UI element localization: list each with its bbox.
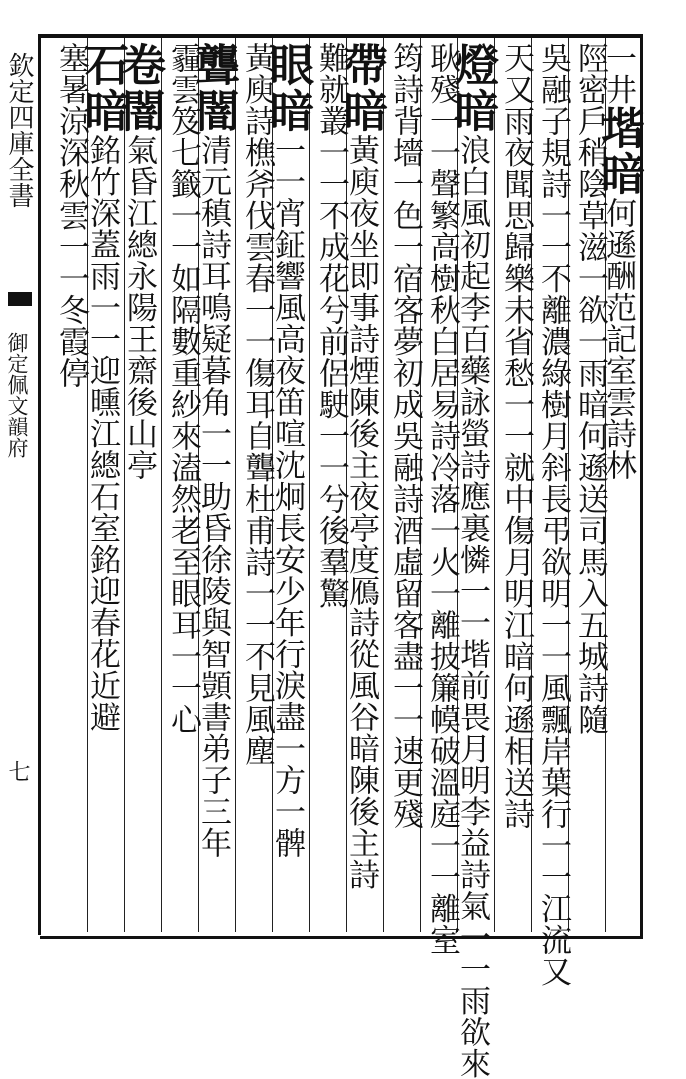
headword: 石暗 <box>77 42 128 134</box>
column-text: 吳融子規詩一一不離濃綠樹月斜長弔欲明一一風飄岸葉行一一江流又 <box>535 42 571 987</box>
book-title: 欽定四庫全書 <box>4 52 34 208</box>
text-column <box>77 42 128 927</box>
column-text: 天又雨夜聞思歸樂未省愁一一就中傷月明江暗何遜相送詩 <box>498 42 534 830</box>
column-text: 霾雲笈七籤一一如隔數重紗來溘然老至眼耳一一心 <box>165 42 201 735</box>
text-column <box>593 42 644 927</box>
text-column <box>162 42 201 927</box>
column-text: 浪白風初起李百藥詠螢詩應裏憐一一堦前畏月明李益詩氣一一雨欲來 <box>454 134 490 1079</box>
sub-title: 御定佩文韻府 <box>5 332 29 458</box>
page-number: 七 <box>5 760 30 782</box>
headword: 燈暗 <box>447 42 498 134</box>
text-column <box>262 42 313 927</box>
column-text: 塞暑涼深秋雲一一冬霞停 <box>53 42 89 389</box>
column-head: 一井 <box>600 42 636 105</box>
fishtail-ornament <box>8 292 32 306</box>
text-column <box>421 42 460 956</box>
column-text: 銘竹深蓋雨一一迎曛江總石室銘迎春花近避 <box>84 134 120 733</box>
column-text: 何遜酬范記室雲詩林 <box>600 197 636 481</box>
column-text: 陘密戶稍陰草滋一欲一雨暗何遜送司馬入五城詩隨 <box>572 42 608 735</box>
headword: 帶暗 <box>336 42 387 134</box>
column-text: 耿殘一一聲繁高樹秋白居易詩冷落一火一離披簾幙破溫庭一一離室 <box>424 42 460 956</box>
text-column <box>336 42 387 927</box>
text-column <box>188 42 239 927</box>
headword: 堦暗 <box>593 105 644 197</box>
column-text: 清元稹詩耳鳴疑暮角一一助昏徐陵與智顗書弟子三年 <box>195 134 231 859</box>
text-column <box>310 42 349 927</box>
text-column <box>48 42 89 927</box>
headword: 眼暗 <box>262 42 313 134</box>
text-column <box>114 42 165 927</box>
text-column <box>236 42 275 927</box>
headword: 聾闇 <box>188 42 239 134</box>
frame-left-rule <box>38 34 41 935</box>
text-column <box>495 42 534 927</box>
column-text: 難就叢一一不成花兮前侶駛一一兮後羣驚 <box>313 42 349 609</box>
column-text: 黃庾詩樵斧伐雲春一一傷耳自聾杜甫詩一一不見風塵 <box>239 42 275 767</box>
column-text: 黃庾夜坐即事詩煙陳後主夜亭度鴈詩從風谷暗陳後主詩 <box>343 134 379 890</box>
column-text: 一一宵鉦響風高夜笛喧沈炯長安少年行淚盡一方一髀 <box>269 134 305 859</box>
text-column <box>447 42 498 1079</box>
headword: 卷闇 <box>114 42 165 134</box>
text-column <box>532 42 571 987</box>
text-column <box>384 42 423 927</box>
text-column <box>569 42 608 927</box>
column-text: 氣昏江總永陽王齋後山亭 <box>121 134 157 481</box>
column-text: 筠詩背墻一色一宿客夢初成吳融詩酒虛留客盡一一速更殘 <box>387 42 423 830</box>
